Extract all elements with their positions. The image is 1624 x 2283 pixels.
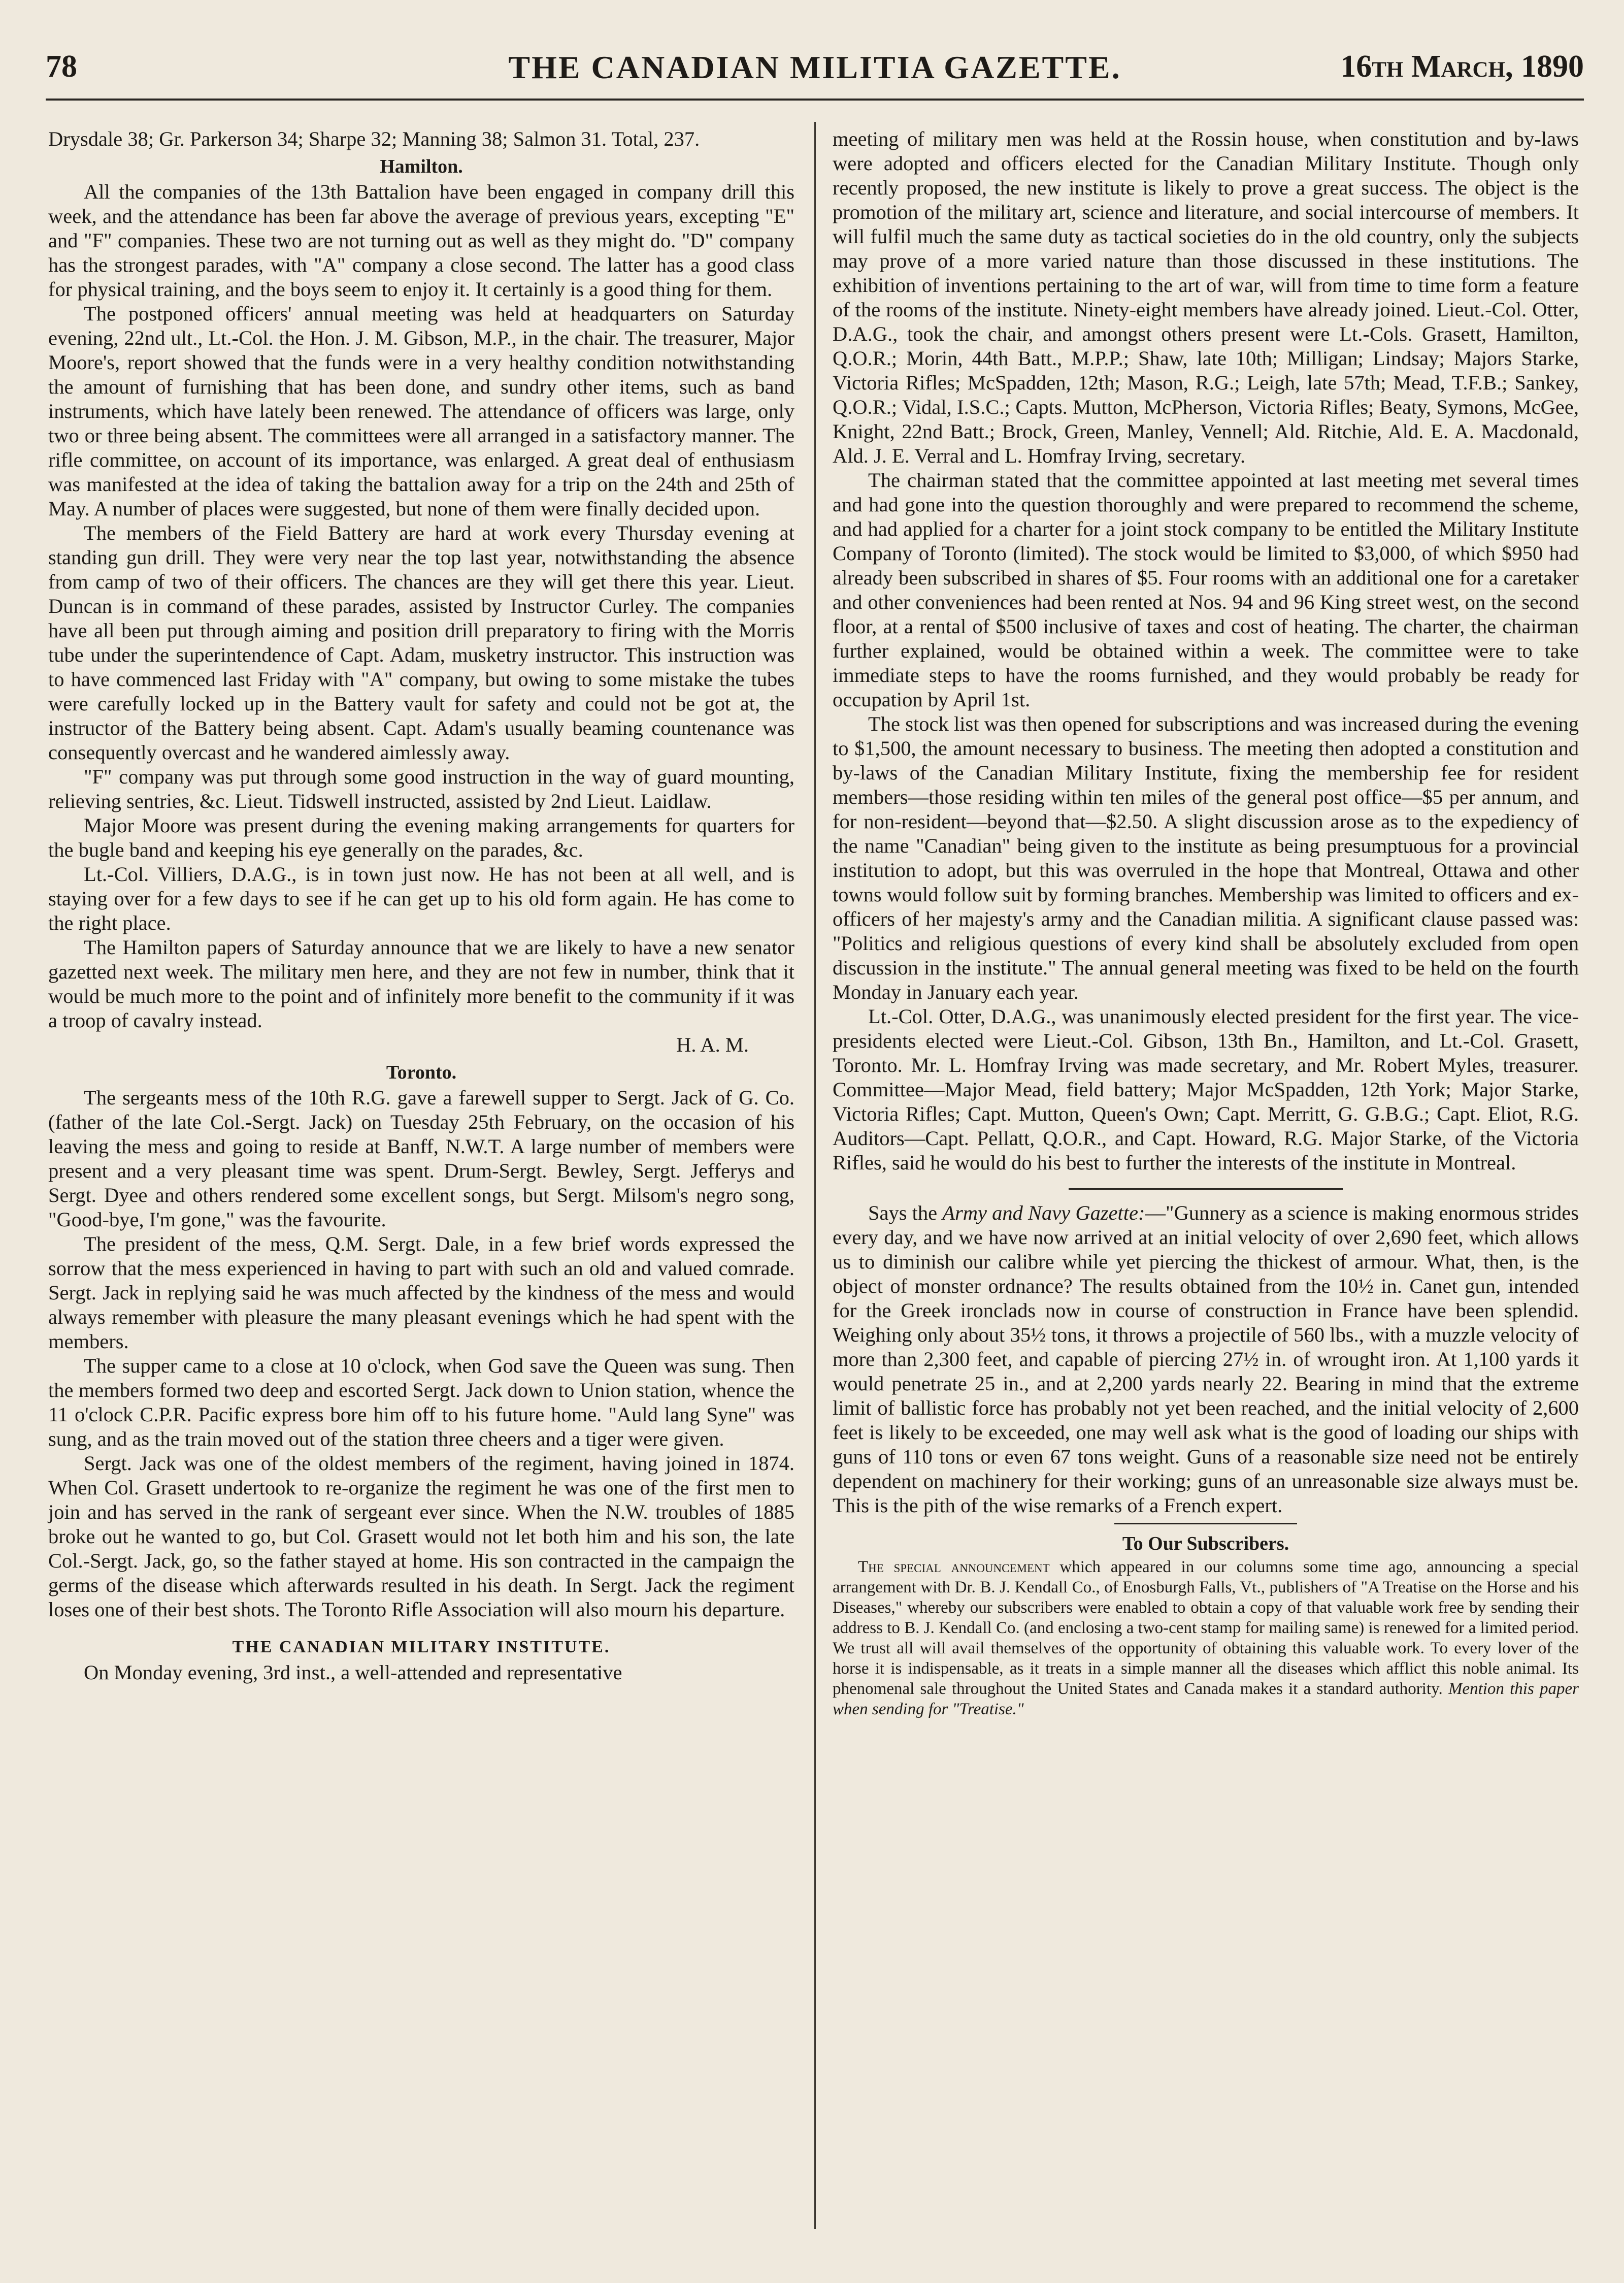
paragraph: The stock list was then opened for subscriptions and was increased during the evening to $1,500, the amount necessary to business. The meeting then adopted a constitution and by-laws of the Canadian Military Institute, fixing the membership fee for resident members—those residing within ten miles of the general post office—$5 per annum, and for non-resident—beyond that—$2.50. A slight discussion arose as to the expediency of the name "Canadian" being given to the institute as being presumptuous for a provincial institution to adopt, but this was overruled in the hope that Montreal, Ottawa and other towns would follow suit by forming branches. Membership was limited to officers and ex-officers of her majesty's army and the Canadian militia. A significant clause passed was: "Politics and religious questions of every kind shall be absolutely excluded from open discussion in the institute." The annual general meeting was fixed to be held on the fourth Monday in January each year. <box>833 712 1579 1003</box>
paragraph: The supper came to a close at 10 o'clock, when God save the Queen was sung. Then the members formed two deep and escorted Sergt. Jack down to Union station, whence the 11 o'clock C.P.R. Pacific express bore him off to his future home. "Auld lang Syne" was sung, and as the train moved out of the station three cheers and a tiger were given. <box>48 1354 794 1450</box>
column-divider <box>814 122 816 2229</box>
paragraph: Lt.-Col. Otter, D.A.G., was unanimously elected president for the first year. The vice-presidents elected were Lieut.-Col. Gibson, 13th Bn., Hamilton, and Lt.-Col. Grasett, Toronto. Mr. L. Homfray Irving was made secretary, and Mr. Robert Myles, treasurer. Committee—Major Mead, field battery; Major McSpadden, 12th York; Major Starke, Victoria Rifles; Capt. Mutton, Queen's Own; Capt. Merritt, G. G.B.G.; Capt. Eliot, R.G. Auditors—Capt. Pellatt, Q.O.R., and Capt. Howard, R.G. Major Starke, of the Victoria Rifles, said he would do his best to further the interests of the institute in Montreal. <box>833 1005 1579 1174</box>
paragraph: The members of the Field Battery are hard at work every Thursday evening at standing gun drill. They were very near the top last year, notwithstanding the absence from camp of two of their officers. The chances are they will get there this year. Lieut. Duncan is in command of these parades, assisted by Instructor Curley. The companies have all been put through aiming and position drill preparatory to firing with the Morris tube under the superintendence of Capt. Adam, musketry instructor. This instruction was to have commenced last Friday with "A" company, but owing to some mistake the tubes were carefully locked up in the Battery vault for safety and could not be got at, the instructor of the Battery being absent. Capt. Adam's usually beaming countenance was consequently overcast and he wandered aimlessly away. <box>48 521 794 764</box>
paragraph: The sergeants mess of the 10th R.G. gave a farewell supper to Sergt. Jack of G. Co. (father of the late Col.-Sergt. Jack) on Tuesday 25th February, on the occasion of his leaving the mess and going to reside at Banff, N.W.T. A large number of members were present and a very pleasant time was spent. Drum-Sergt. Bewley, Sergt. Jefferys and Sergt. Dyee and others rendered some excellent songs, but Sergt. Milsom's negro song, "Good-bye, I'm gone," was the favourite. <box>48 1086 794 1231</box>
right-column <box>833 127 1579 1719</box>
paragraph: meeting of military men was held at the Rossin house, when constitution and by-laws were adopted and officers elected for the Canadian Military Institute. Though only recently proposed, the new institute is likely to prove a great success. The object is the promotion of the military art, science and literature, and social intercourse of members. It will fulfil much the same duty as tactical societies do in the old country, only the subjects may prove of a more varied nature than those discussed in these institutions. The exhibition of inventions pertaining to the art of war, will from time to time form a feature of the rooms of the institute. Ninety-eight members have already joined. Lieut.-Col. Otter, D.A.G., took the chair, and amongst others present were Lt.-Cols. Grasett, Hamilton, Q.O.R.; Morin, 44th Batt., M.P.P.; Shaw, late 10th; Milligan; Lindsay; Majors Starke, Victoria Rifles; McSpadden, 12th; Mason, R.G.; Leigh, late 57th; Mead, T.F.B.; Sankey, Q.O.R.; Vidal, I.S.C.; Capts. Mutton, McPherson, Victoria Rifles; Beaty, Symons, McGee, Knight, 22nd Batt.; Brock, Green, Manley, Vennell; Ald. Ritchie, Ald. E. A. Macdonald, Ald. J. E. Verral and L. Homfray Irving, secretary. <box>833 127 1579 467</box>
gazette-lead: Says the <box>868 1201 943 1224</box>
paragraph: Major Moore was present during the evening making arrangements for quarters for the bugle band and keeping his eye generally on the parades, &c. <box>48 814 794 861</box>
notice-tail: Mention this paper when sending for "Treatise." <box>833 1680 1579 1718</box>
hamilton-heading: Hamilton. <box>380 156 463 177</box>
signature: H. A. M. <box>676 1033 749 1056</box>
notice-paragraph <box>833 1557 1579 1719</box>
page-header <box>46 49 1584 110</box>
gazette-body: —"Gunnery as a science is making enormous strides every day, and we have now arrived at an initial velocity of over 2,690 feet, which allows us to diminish our calibre while yet piercing the thickest of armour. What, then, is the object of monster ordnance? The results obtained from the 10½ in. Canet gun, intended for the Greek ironclads now in course of construction in France have been splendid. Weighing only about 35½ tons, it throws a projectile of 560 lbs., with a muzzle velocity of more than 2,300 feet, and capable of piercing 27½ in. of wrought iron. At 1,100 yards it would penetrate 25 in., and at 2,200 yards nearly 22. Bearing in mind that the extreme limit of ballistic force has probably not yet been reached, and the initial velocity of 2,600 feet is likely to be exceeded, one may well ask what is the good of loading our ships with guns of 110 tons or even 67 tons weight. Guns of a reasonable size need not be entirely dependent on machinery for their working; guns of an unreasonable size always must be. This is the pith of the wise remarks of a French expert. <box>833 1201 1579 1517</box>
left-column <box>48 127 794 1685</box>
subscribers-heading: To Our Subscribers. <box>1122 1533 1289 1554</box>
paragraph: Sergt. Jack was one of the oldest members of the regiment, having joined in 1874. When Col. Grasett undertook to re-organize the regiment he was one of the first men to join and has served in the rank of sergeant ever since. When the N.W. troubles of 1885 broke out he wanted to go, but Col. Grasett would not let both him and his son, the late Col.-Sergt. Jack, go, so the father stayed at home. His son contracted in the campaign the germs of the disease which afterwards resulted in his death. In Sergt. Jack the regiment loses one of their best shots. The Toronto Rifle Association will also mourn his departure. <box>48 1452 794 1621</box>
paragraph: "F" company was put through some good instruction in the way of guard mounting, relieving sentries, &c. Lieut. Tidswell instructed, assisted by 2nd Lieut. Laidlaw. <box>48 765 794 812</box>
paragraph: Lt.-Col. Villiers, D.A.G., is in town just now. He has not been at all well, and is staying over for a few days to see if he can get up to his old form again. He has come to the right place. <box>48 863 794 934</box>
institute-heading: THE CANADIAN MILITARY INSTITUTE. <box>232 1638 611 1656</box>
paragraph: The chairman stated that the committee appointed at last meeting met several times and had gone into the question thoroughly and were prepared to recommend the scheme, and had applied for a charter for a joint stock company to be entitled the Military Institute Company of Toronto (limited). The stock would be limited to $3,000, of which $950 had already been subscribed in shares of $5. Four rooms with an additional one for a caretaker and other conveniences had been rented at Nos. 94 and 96 King street west, on the second floor, at a rental of $500 inclusive of taxes and cost of heating. The charter, the chairman further explained, would be obtained within a week. The committee were to take immediate steps to have the rooms furnished, and they would probably be ready for occupation by April 1st. <box>833 469 1579 711</box>
issue-date: 16th March, 1890 <box>1340 49 1584 84</box>
paragraph: The president of the mess, Q.M. Sergt. Dale, in a few brief words expressed the sorrow that the mess experienced in having to part with such an old and valued comrade. Sergt. Jack in replying said he was much affected by the kindness of the mess and would always remember with pleasure the many pleasant evenings which he had spent with the members. <box>48 1232 794 1353</box>
paragraph: All the companies of the 13th Battalion have been engaged in company drill this week, and the attendance has been far above the average of previous years, excepting "E" and "F" companies. These two are not turning out as well as they might do. "D" company has the strongest parades, with "A" company a close second. The latter has a good class for physical training, and the boys seem to enjoy it. It certainly is a good thing for them. <box>48 180 794 301</box>
section-rule <box>1069 1188 1343 1190</box>
notice-body: which appeared in our columns some time ago, announcing a special arrangement with Dr. B. J. Kendall Co., of Enosburgh Falls, Vt., publishers of "A Treatise on the Horse and his Diseases," whereby our subscribers were enabled to obtain a copy of that valuable work free by sending their address to B. J. Kendall Co. (and enclosing a two-cent stamp for mailing same) is renewed for a limited period. We trust all will avail themselves of the opportunity of obtaining this valuable work. To every lover of the horse it is indispensable, as it treats in a simple manner all the diseases which afflict this noble animal. Its phenomenal sale throughout the United States and Canada makes it a standard authority. <box>833 1558 1579 1698</box>
toronto-heading: Toronto. <box>386 1062 457 1083</box>
paragraph: The Hamilton papers of Saturday announce that we are likely to have a new senator gazetted next week. The military men here, and they are not few in number, think that it would be much more to the point and of infinitely more benefit to the community if it was a troop of cavalry instead. <box>48 936 794 1032</box>
header-rule <box>46 99 1584 101</box>
score-line: Drysdale 38; Gr. Parkerson 34; Sharpe 32; Manning 38; Salmon 31. Total, 237. <box>48 127 700 150</box>
gazette-name: Army and Navy Gazette: <box>942 1201 1145 1224</box>
gazette-quote <box>833 1201 1579 1518</box>
subscribers-notice <box>833 1557 1579 1719</box>
paragraph: On Monday evening, 3rd inst., a well-attended and representative <box>84 1661 622 1684</box>
page-number: 78 <box>46 49 77 84</box>
notice-lead: The special announcement <box>858 1558 1050 1576</box>
section-rule <box>1114 1523 1297 1524</box>
signature-line <box>48 1033 794 1057</box>
masthead-title: THE CANADIAN MILITIA GAZETTE. <box>508 49 1121 85</box>
paragraph: The postponed officers' annual meeting was held at headquarters on Saturday evening, 22nd ult., Lt.-Col. the Hon. J. M. Gibson, M.P., in the chair. The treasurer, Major Moore's, report showed that the funds were in a very healthy condition notwithstanding the amount of furnishing that has been done, and sundry other items, such as band instruments, which have lately been renewed. The attendance of officers was large, only two or three being absent. The committees were all arranged in a satisfactory manner. The rifle committee, on account of its importance, was enlarged. A great deal of enthusiasm was manifested at the idea of taking the battalion away for a trip on the 24th and 25th of May. A number of places were suggested, but none of them were finally decided upon. <box>48 302 794 520</box>
